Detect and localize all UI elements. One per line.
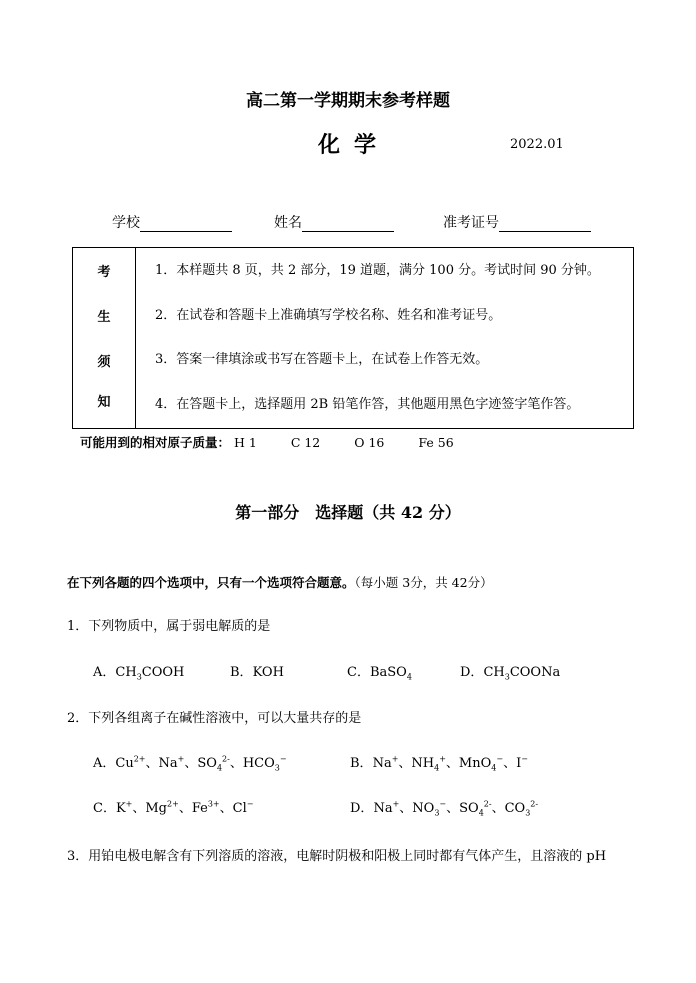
exam-id-field	[443, 212, 591, 232]
candidate-notice-box	[72, 247, 634, 429]
atomic-masses-label: 可能用到的相对原子质量：	[80, 435, 231, 450]
notice-item: 4．在答题卡上，选择题用 2B 铅笔作答，其他题用黑色字迹签字笔作答。	[155, 397, 580, 412]
section-title: 第一部分 选择题（共 42 分）	[235, 503, 461, 522]
question-1-option-b: B．KOH	[230, 665, 284, 680]
question-1-option-a: A．$CH_3COOH$	[93, 665, 185, 682]
instruction-bold: 在下列各题的四个选项中，只有一个选项符合题意。	[67, 575, 355, 590]
question-3-stem: 3．用铂电极电解含有下列溶质的溶液，电解时阴极和阳极上同时都有气体产生，且溶液的 pH	[67, 849, 607, 864]
section-instruction	[67, 573, 493, 591]
atomic-mass: O 16	[354, 435, 385, 450]
name-field	[274, 212, 394, 232]
notice-label-char: 考	[97, 265, 111, 280]
exam-id-blank	[499, 217, 591, 232]
subject-title: 化学	[318, 132, 391, 158]
atomic-mass: Fe 56	[418, 435, 454, 450]
school-field	[112, 212, 232, 232]
question-2-stem: 2．下列各组离子在碱性溶液中，可以大量共存的是	[67, 711, 362, 726]
name-label: 姓名	[274, 215, 302, 231]
notice-label-char: 须	[97, 355, 111, 370]
question-2-option-d: D．Na+、$NO_3^-$、$SO_4^{2-}$、$CO_3^{2-}$	[350, 799, 539, 818]
exam-date: 2022.01	[510, 137, 564, 152]
question-1-stem: 1．下列物质中，属于弱电解质的是	[67, 619, 271, 634]
notice-label-char: 生	[97, 310, 111, 325]
notice-item: 1．本样题共 8 页，共 2 部分，19 道题，满分 100 分。考试时间 90 分钟。	[155, 263, 600, 278]
notice-label-char: 知	[97, 395, 111, 410]
question-2-option-c: C．K+、$Mg^{2+}$、$Fe^{3+}$、Cl−	[93, 799, 254, 816]
atomic-mass: C 12	[290, 435, 321, 450]
exam-id-label: 准考证号	[443, 215, 499, 231]
question-1-option-c: C．BaSO$_4$	[347, 665, 412, 682]
atomic-mass: H 1	[234, 435, 257, 450]
school-label: 学校	[112, 215, 140, 231]
question-1-option-d: D．$CH_3COONa$	[460, 665, 561, 682]
notice-label-column	[73, 248, 136, 428]
exam-title: 高二第一学期期末参考样题	[246, 91, 450, 111]
atomic-masses	[80, 433, 454, 451]
question-2-option-a: A．$Cu^{2+}$、Na+、$SO_4^{2-}$、$HCO_3^-$	[93, 754, 287, 773]
notice-item: 3．答案一律填涂或书写在答题卡上，在试卷上作答无效。	[155, 352, 489, 367]
name-blank	[302, 217, 394, 232]
school-blank	[140, 217, 232, 232]
question-2-option-b: B．Na+、$NH_4^+$、MnO$_4$−、I−	[350, 754, 528, 773]
notice-item: 2．在试卷和答题卡上准确填写学校名称、姓名和准考证号。	[155, 308, 502, 323]
instruction-rest: （每小题 3分，共 42分）	[354, 575, 493, 590]
